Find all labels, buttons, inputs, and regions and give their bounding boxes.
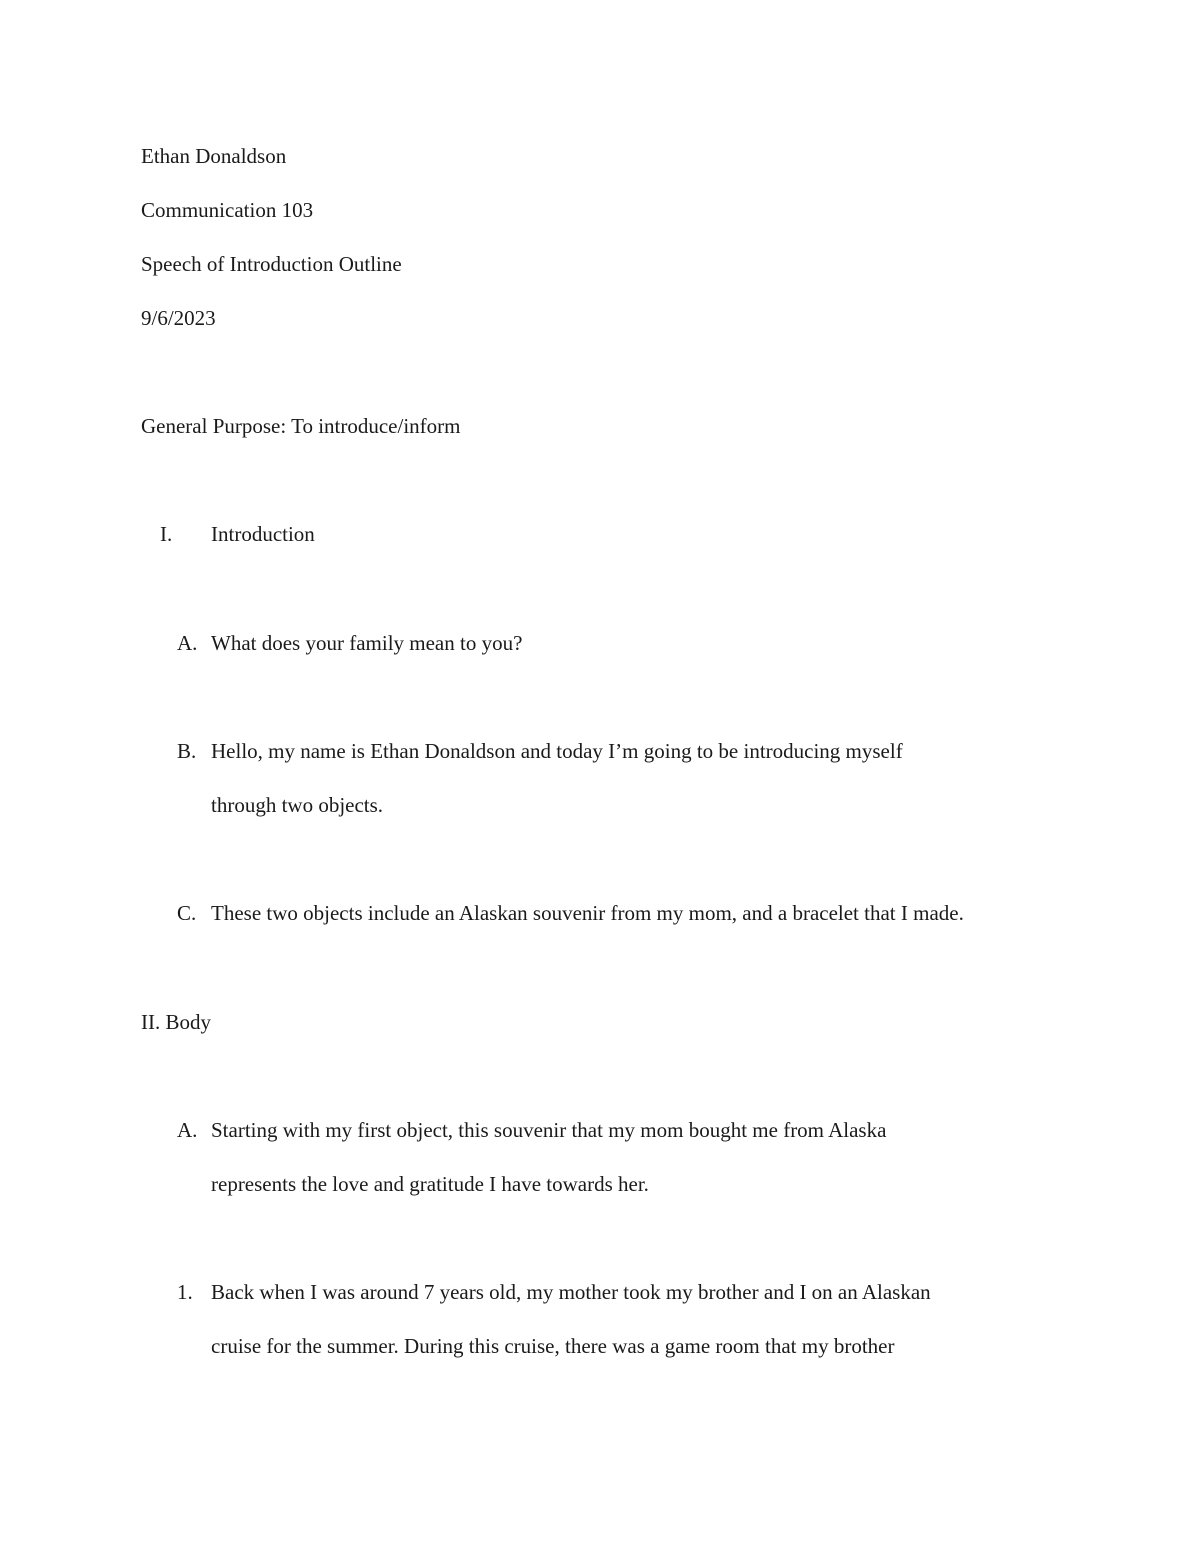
list-item-text: These two objects include an Alaskan souvenir from my mom, and a bracelet that I made. bbox=[211, 901, 964, 925]
course-name: Communication 103 bbox=[141, 198, 314, 222]
list-item-text: Back when I was around 7 years old, my mother took my brother and I on an Alaskan bbox=[211, 1280, 931, 1304]
list-item-marker: B. bbox=[177, 739, 197, 763]
list-item-text: Starting with my first object, this souvenir that my mom bought me from Alaska bbox=[211, 1118, 887, 1142]
author-name: Ethan Donaldson bbox=[141, 144, 287, 168]
list-item-text: Hello, my name is Ethan Donaldson and today I’m going to be introducing myself bbox=[211, 739, 903, 763]
list-item-text: through two objects. bbox=[211, 793, 384, 817]
list-item-text: represents the love and gratitude I have towards her. bbox=[211, 1172, 649, 1196]
list-item-marker: 1. bbox=[177, 1280, 193, 1304]
list-item-text: What does your family mean to you? bbox=[211, 631, 523, 655]
list-item-marker: C. bbox=[177, 901, 197, 925]
document-date: 9/6/2023 bbox=[141, 306, 216, 330]
section-heading: II. Body bbox=[141, 1010, 211, 1034]
list-item-marker: A. bbox=[177, 1118, 198, 1142]
section-title: Introduction bbox=[211, 522, 315, 546]
list-item-text: cruise for the summer. During this cruise, there was a game room that my brother bbox=[211, 1334, 895, 1358]
section-numeral: I. bbox=[160, 522, 173, 546]
list-item-marker: A. bbox=[177, 631, 198, 655]
assignment-title: Speech of Introduction Outline bbox=[141, 252, 402, 276]
general-purpose: General Purpose: To introduce/inform bbox=[141, 414, 461, 438]
